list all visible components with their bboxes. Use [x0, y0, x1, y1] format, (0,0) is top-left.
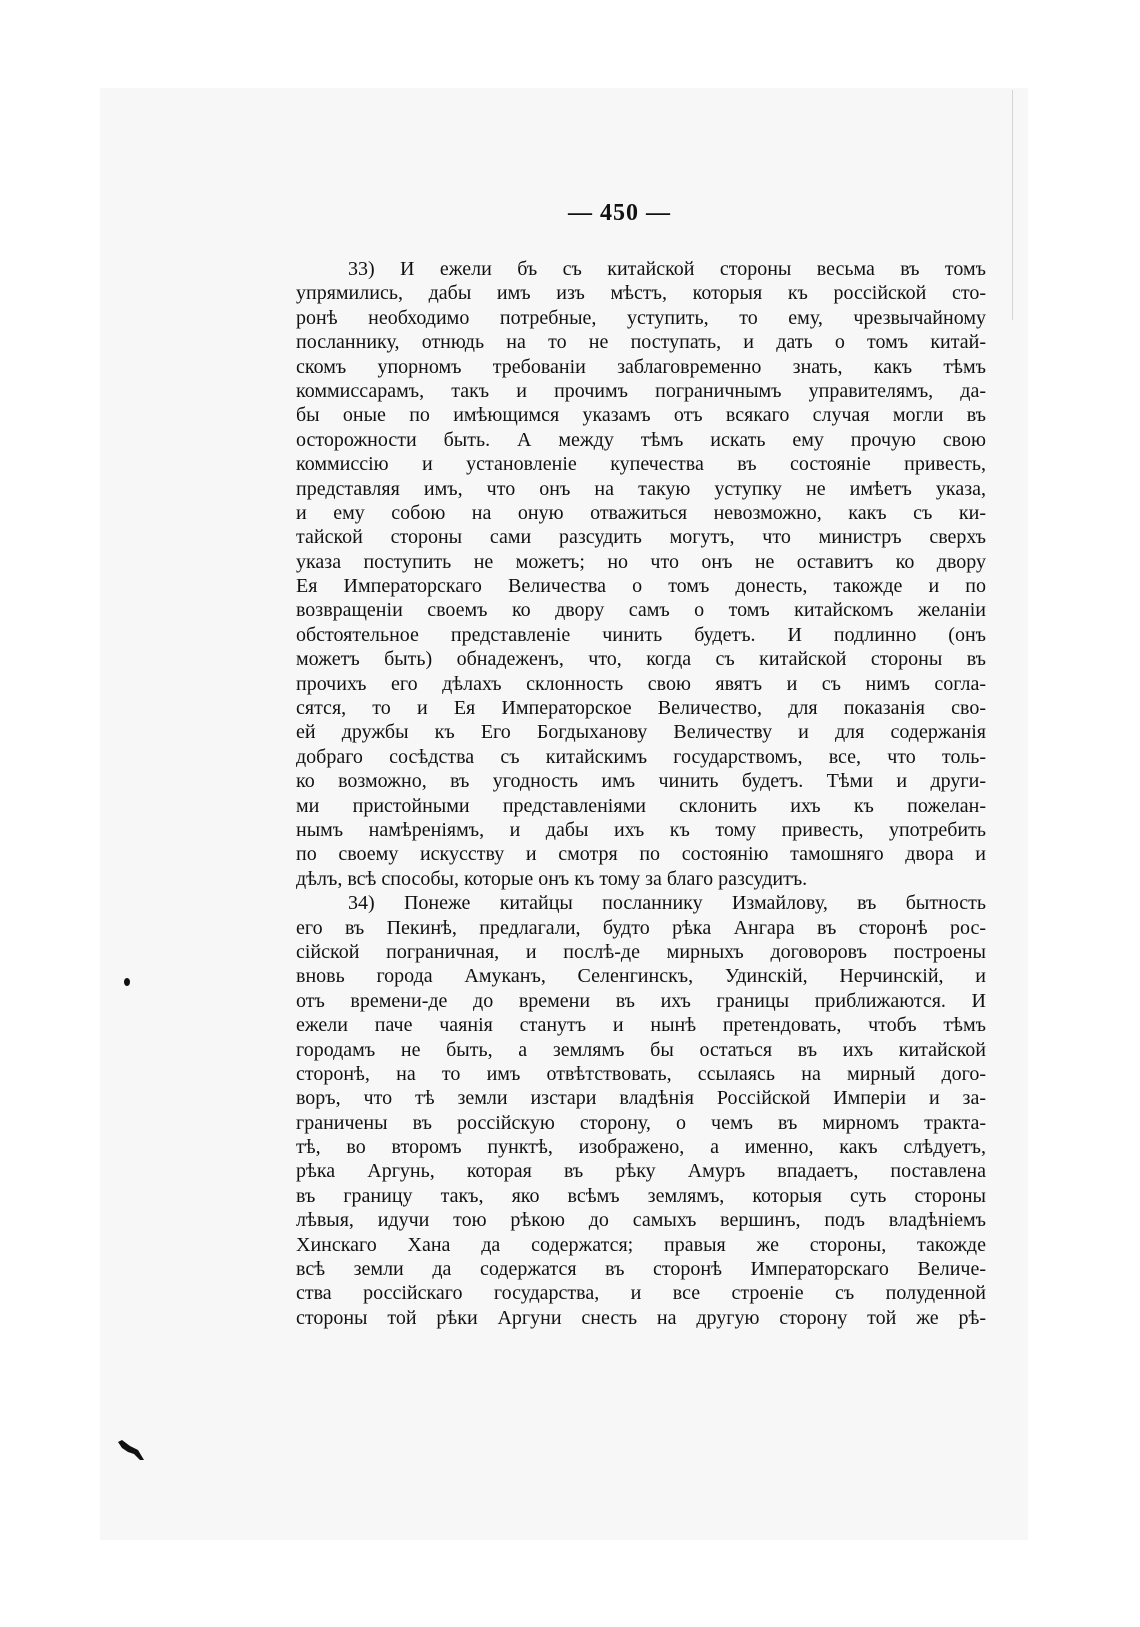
ink-dot: [124, 978, 130, 986]
text-line: граничены въ россійскую сторону, о чемъ въ мирномъ тракта-: [296, 1111, 986, 1134]
page-number: — 450 —: [568, 200, 671, 226]
text-line: сятся, то и Ея Императорское Величество, для показанія сво-: [296, 697, 986, 720]
text-line: его въ Пекинѣ, предлагали, будто рѣка Ангара въ сторонѣ рос-: [296, 916, 986, 939]
paragraph-34: [296, 891, 986, 1330]
text-line: добраго сосѣдства съ китайскимъ государствомъ, все, что толь-: [296, 745, 986, 768]
text-line: представляя имъ, что онъ на такую уступку не имѣетъ указа,: [296, 477, 986, 500]
text-line: всѣ земли да содержатся въ сторонѣ Императорскаго Величе-: [296, 1258, 986, 1281]
text-line: сійской пограничная, и послѣ-де мирныхъ договоровъ построены: [296, 940, 986, 963]
body-text: [296, 257, 986, 1330]
text-line: ей дружбы къ Его Богдыханову Величеству и для содержанія: [296, 721, 986, 744]
text-line: посланнику, отнюдь на то не поступать, и дать о томъ китай-: [296, 331, 986, 354]
paragraph-33: [296, 257, 986, 891]
text-line: Хинскаго Хана да содержатся; правыя же стороны, такожде: [296, 1233, 986, 1256]
text-line: ронѣ необходимо потребные, уступить, то ему, чрезвычайному: [296, 306, 986, 329]
text-line: воръ, что тѣ земли изстари владѣнія Россійской Имперіи и за-: [296, 1087, 986, 1110]
text-line: въ границу такъ, яко всѣмъ землямъ, которыя суть стороны: [296, 1184, 986, 1207]
text-line: тайской стороны сами разсудить могутъ, что министръ сверхъ: [296, 526, 986, 549]
text-line: 33) И ежели бъ съ китайской стороны весьма въ томъ: [348, 258, 986, 280]
text-line: осторожности быть. А между тѣмъ искать ему прочую свою: [296, 428, 986, 451]
text-line: коммиссарамъ, такъ и прочимъ пограничнымъ управителямъ, да-: [296, 379, 986, 402]
text-line: стороны той рѣки Аргуни снесть на другую сторону той же рѣ-: [296, 1306, 986, 1329]
text-line: лѣвыя, идучи тою рѣкою до самыхъ вершинъ, подъ владѣніемъ: [296, 1209, 986, 1232]
text-line: ко возможно, въ угодность имъ чинить будетъ. Тѣми и други-: [296, 770, 986, 793]
text-line: коммиссію и установленіе купечества въ состояніе привесть,: [296, 453, 986, 476]
text-line: ежели паче чаянія станутъ и нынѣ претендовать, чтобъ тѣмъ: [296, 1014, 986, 1037]
text-line: скомъ упорномъ требованіи заблаговременно знать, какъ тѣмъ: [296, 355, 986, 378]
text-line: упрямились, дабы имъ изъ мѣстъ, которыя къ россійской сто-: [296, 282, 986, 305]
text-line: указа поступить не можетъ; но что онъ не оставитъ ко двору: [296, 550, 986, 573]
text-line: городамъ не быть, а землямъ бы остаться въ ихъ китайской: [296, 1038, 986, 1061]
text-line: вновь города Амуканъ, Селенгинскъ, Удинскій, Нерчинскій, и: [296, 965, 986, 988]
text-line: можетъ быть) обнадеженъ, что, когда съ китайской стороны въ: [296, 648, 986, 671]
text-line: и ему собою на оную отважиться невозможно, какъ съ ки-: [296, 501, 986, 524]
text-line: отъ времени-де до времени въ ихъ границы приближаются. И: [296, 989, 986, 1012]
text-line: бы оные по имѣющимся указамъ отъ всякаго случая могли въ: [296, 404, 986, 427]
ink-mark-icon: [116, 1438, 146, 1462]
text-line: ства россійскаго государства, и все строеніе съ полуденной: [296, 1282, 986, 1305]
text-line: Ея Императорскаго Величества о томъ донесть, такожде и по: [296, 575, 986, 598]
text-line: возвращеніи своемъ ко двору самъ о томъ китайскомъ желаніи: [296, 599, 986, 622]
text-line: рѣка Аргунь, которая въ рѣку Амуръ впадаетъ, поставлена: [296, 1160, 986, 1183]
text-line: обстоятельное представленіе чинить будетъ. И подлинно (онъ: [296, 623, 986, 646]
text-line: 34) Понеже китайцы посланнику Измайлову, въ бытность: [348, 892, 986, 915]
text-line: ми пристойными представленіями склонить ихъ къ пожелан-: [296, 794, 986, 817]
page-edge-line: [1012, 90, 1013, 320]
text-line: сторонѣ, на то имъ отвѣтствовать, ссылаясь на мирный дого-: [296, 1062, 986, 1085]
text-line: тѣ, во второмъ пунктѣ, изображено, а именно, какъ слѣдуетъ,: [296, 1136, 986, 1159]
text-line: прочихъ его дѣлахъ склонность свою явятъ и съ нимъ согла-: [296, 672, 986, 695]
text-line: по своему искусству и смотря по состоянію тамошняго двора и: [296, 843, 986, 866]
text-line: дѣлъ, всѣ способы, которые онъ къ тому за благо разсудитъ.: [296, 867, 808, 890]
text-line: нымъ намѣреніямъ, и дабы ихъ къ тому привесть, употребить: [296, 818, 986, 841]
